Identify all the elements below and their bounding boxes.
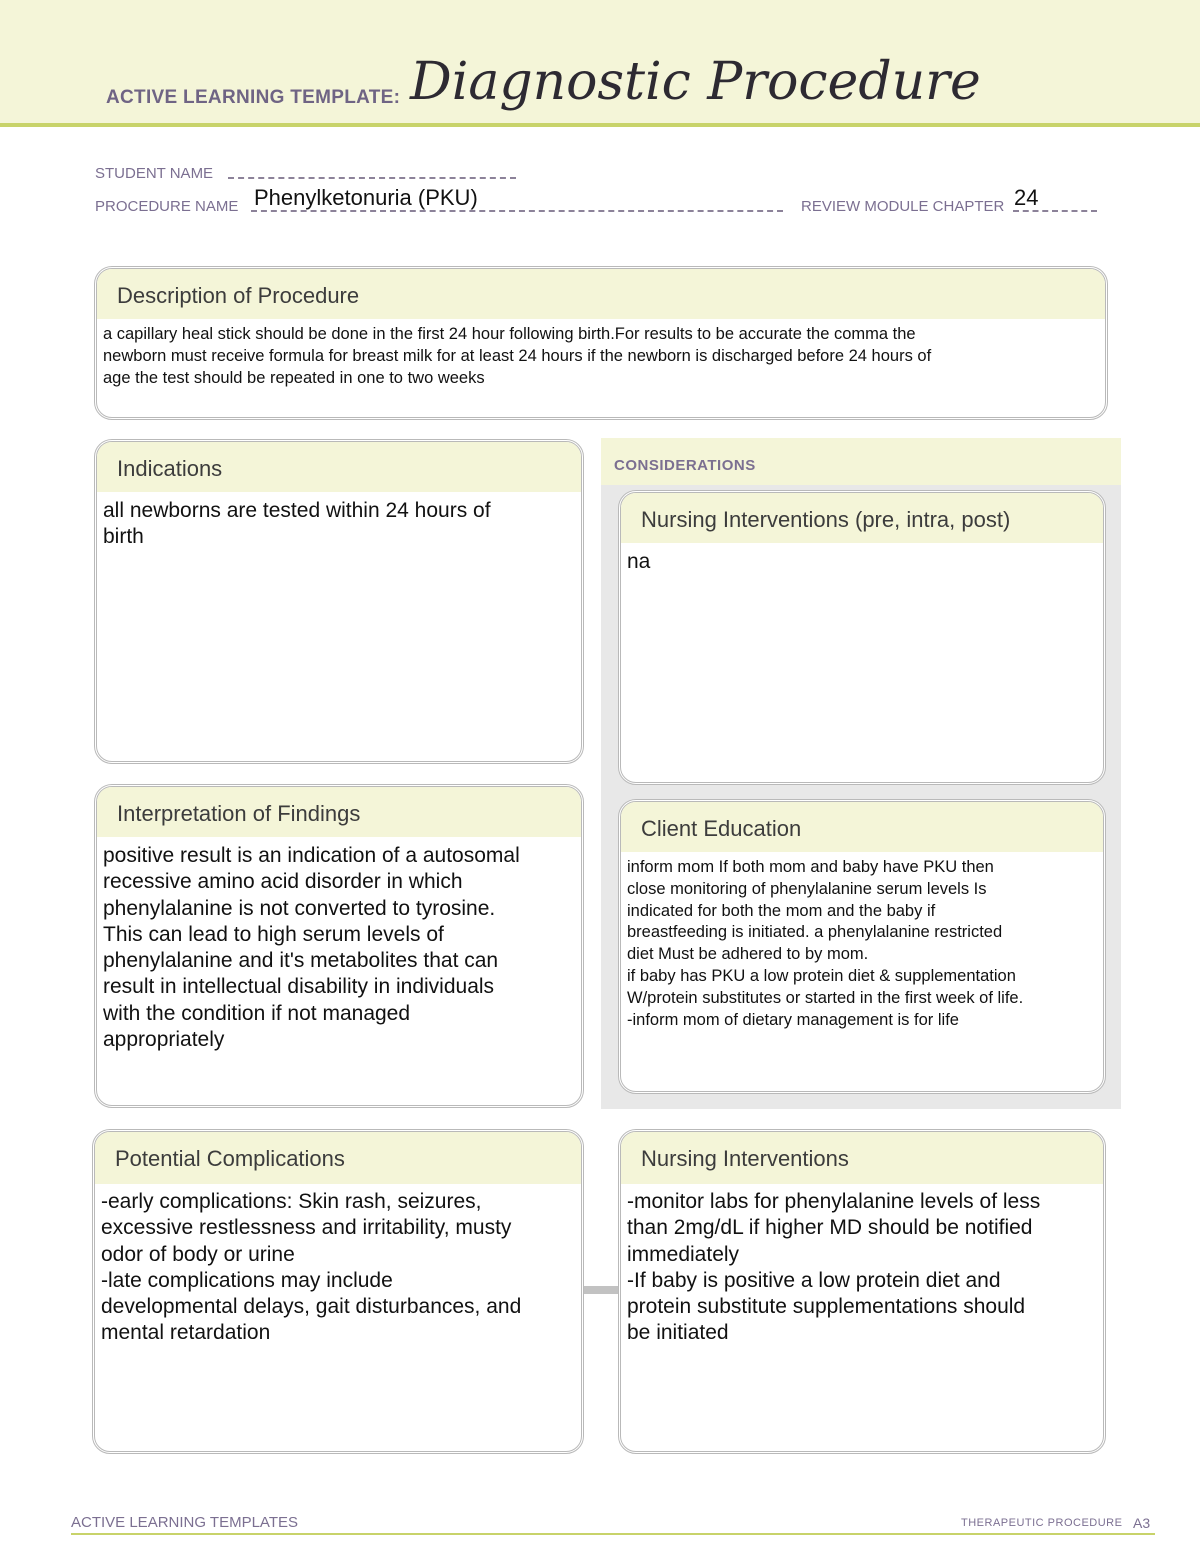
page-title: Diagnostic Procedure	[410, 52, 981, 112]
indications-box	[94, 439, 584, 764]
complications-box	[92, 1129, 584, 1454]
considerations-label: CONSIDERATIONS	[601, 438, 1121, 485]
nursing-interventions-box	[618, 1129, 1106, 1454]
interpretation-box	[94, 784, 584, 1108]
interpretation-title: Interpretation of Findings	[97, 787, 581, 837]
nursing-pre-text[interactable]: na	[627, 550, 651, 573]
indications-title: Indications	[97, 442, 581, 492]
nursing-pre-box	[618, 490, 1106, 785]
interpretation-text[interactable]: positive result is an indication of a autosomal recessive amino acid disorder in which phenylalanine is not converted to tyrosine. This can lead to high serum levels of phenylalanine and it's metabolites that can result in intellectual disability in individuals with the condition if not managed appropriately	[103, 844, 520, 1052]
description-box	[94, 266, 1108, 420]
description-title: Description of Procedure	[97, 269, 1105, 319]
procedure-name-value: Phenylketonuria (PKU)	[254, 185, 478, 210]
chapter-value: 24	[1014, 185, 1039, 210]
indications-text[interactable]: all newborns are tested within 24 hours of birth	[103, 499, 491, 548]
nursing-interventions-text[interactable]: -monitor labs for phenylalanine levels of less than 2mg/dL if higher MD should be notified immediately -If baby is positive a low protein diet and protein substitute supplementations should be initiated	[627, 1190, 1041, 1345]
client-education-title: Client Education	[621, 802, 1103, 852]
nursing-interventions-title: Nursing Interventions	[621, 1132, 1103, 1184]
complications-text[interactable]: -early complications: Skin rash, seizures, excessive restlessness and irritability, musty odor of body or urine -late complications may include developmental delays, gait disturbances, and mental retardation	[101, 1190, 522, 1345]
student-name-field[interactable]	[228, 177, 516, 179]
template-label: ACTIVE LEARNING TEMPLATE:	[106, 87, 401, 108]
chapter-label: REVIEW MODULE CHAPTER	[801, 198, 1005, 215]
page-number: A3	[1133, 1515, 1151, 1531]
connector-bar	[583, 1286, 620, 1294]
footer-right: THERAPEUTIC PROCEDURE	[961, 1517, 1123, 1529]
description-text[interactable]: a capillary heal stick should be done in the first 24 hour following birth.For results to be accurate the comma the newborn must receive formula for breast milk for at least 24 hours if the newborn is discharged before 24 hours of age the test should be repeated in one to two weeks	[103, 325, 932, 387]
footer-divider	[71, 1533, 1155, 1535]
footer-left: ACTIVE LEARNING TEMPLATES	[71, 1514, 298, 1531]
student-name-label: STUDENT NAME	[95, 165, 214, 182]
client-education-box	[618, 799, 1106, 1094]
complications-title: Potential Complications	[95, 1132, 581, 1184]
nursing-pre-title: Nursing Interventions (pre, intra, post)	[621, 493, 1103, 543]
client-education-text[interactable]: inform mom If both mom and baby have PKU then close monitoring of phenylalanine serum levels Is indicated for both the mom and the baby if breastfeeding is initiated. a phenylalanine restricted diet Must be adhered to by mom. if baby has PKU a low protein diet & supplementation W/protein substitutes or started in the first week of life. -inform mom of dietary management is for life	[627, 858, 1024, 1029]
procedure-name-label: PROCEDURE NAME	[95, 198, 239, 215]
